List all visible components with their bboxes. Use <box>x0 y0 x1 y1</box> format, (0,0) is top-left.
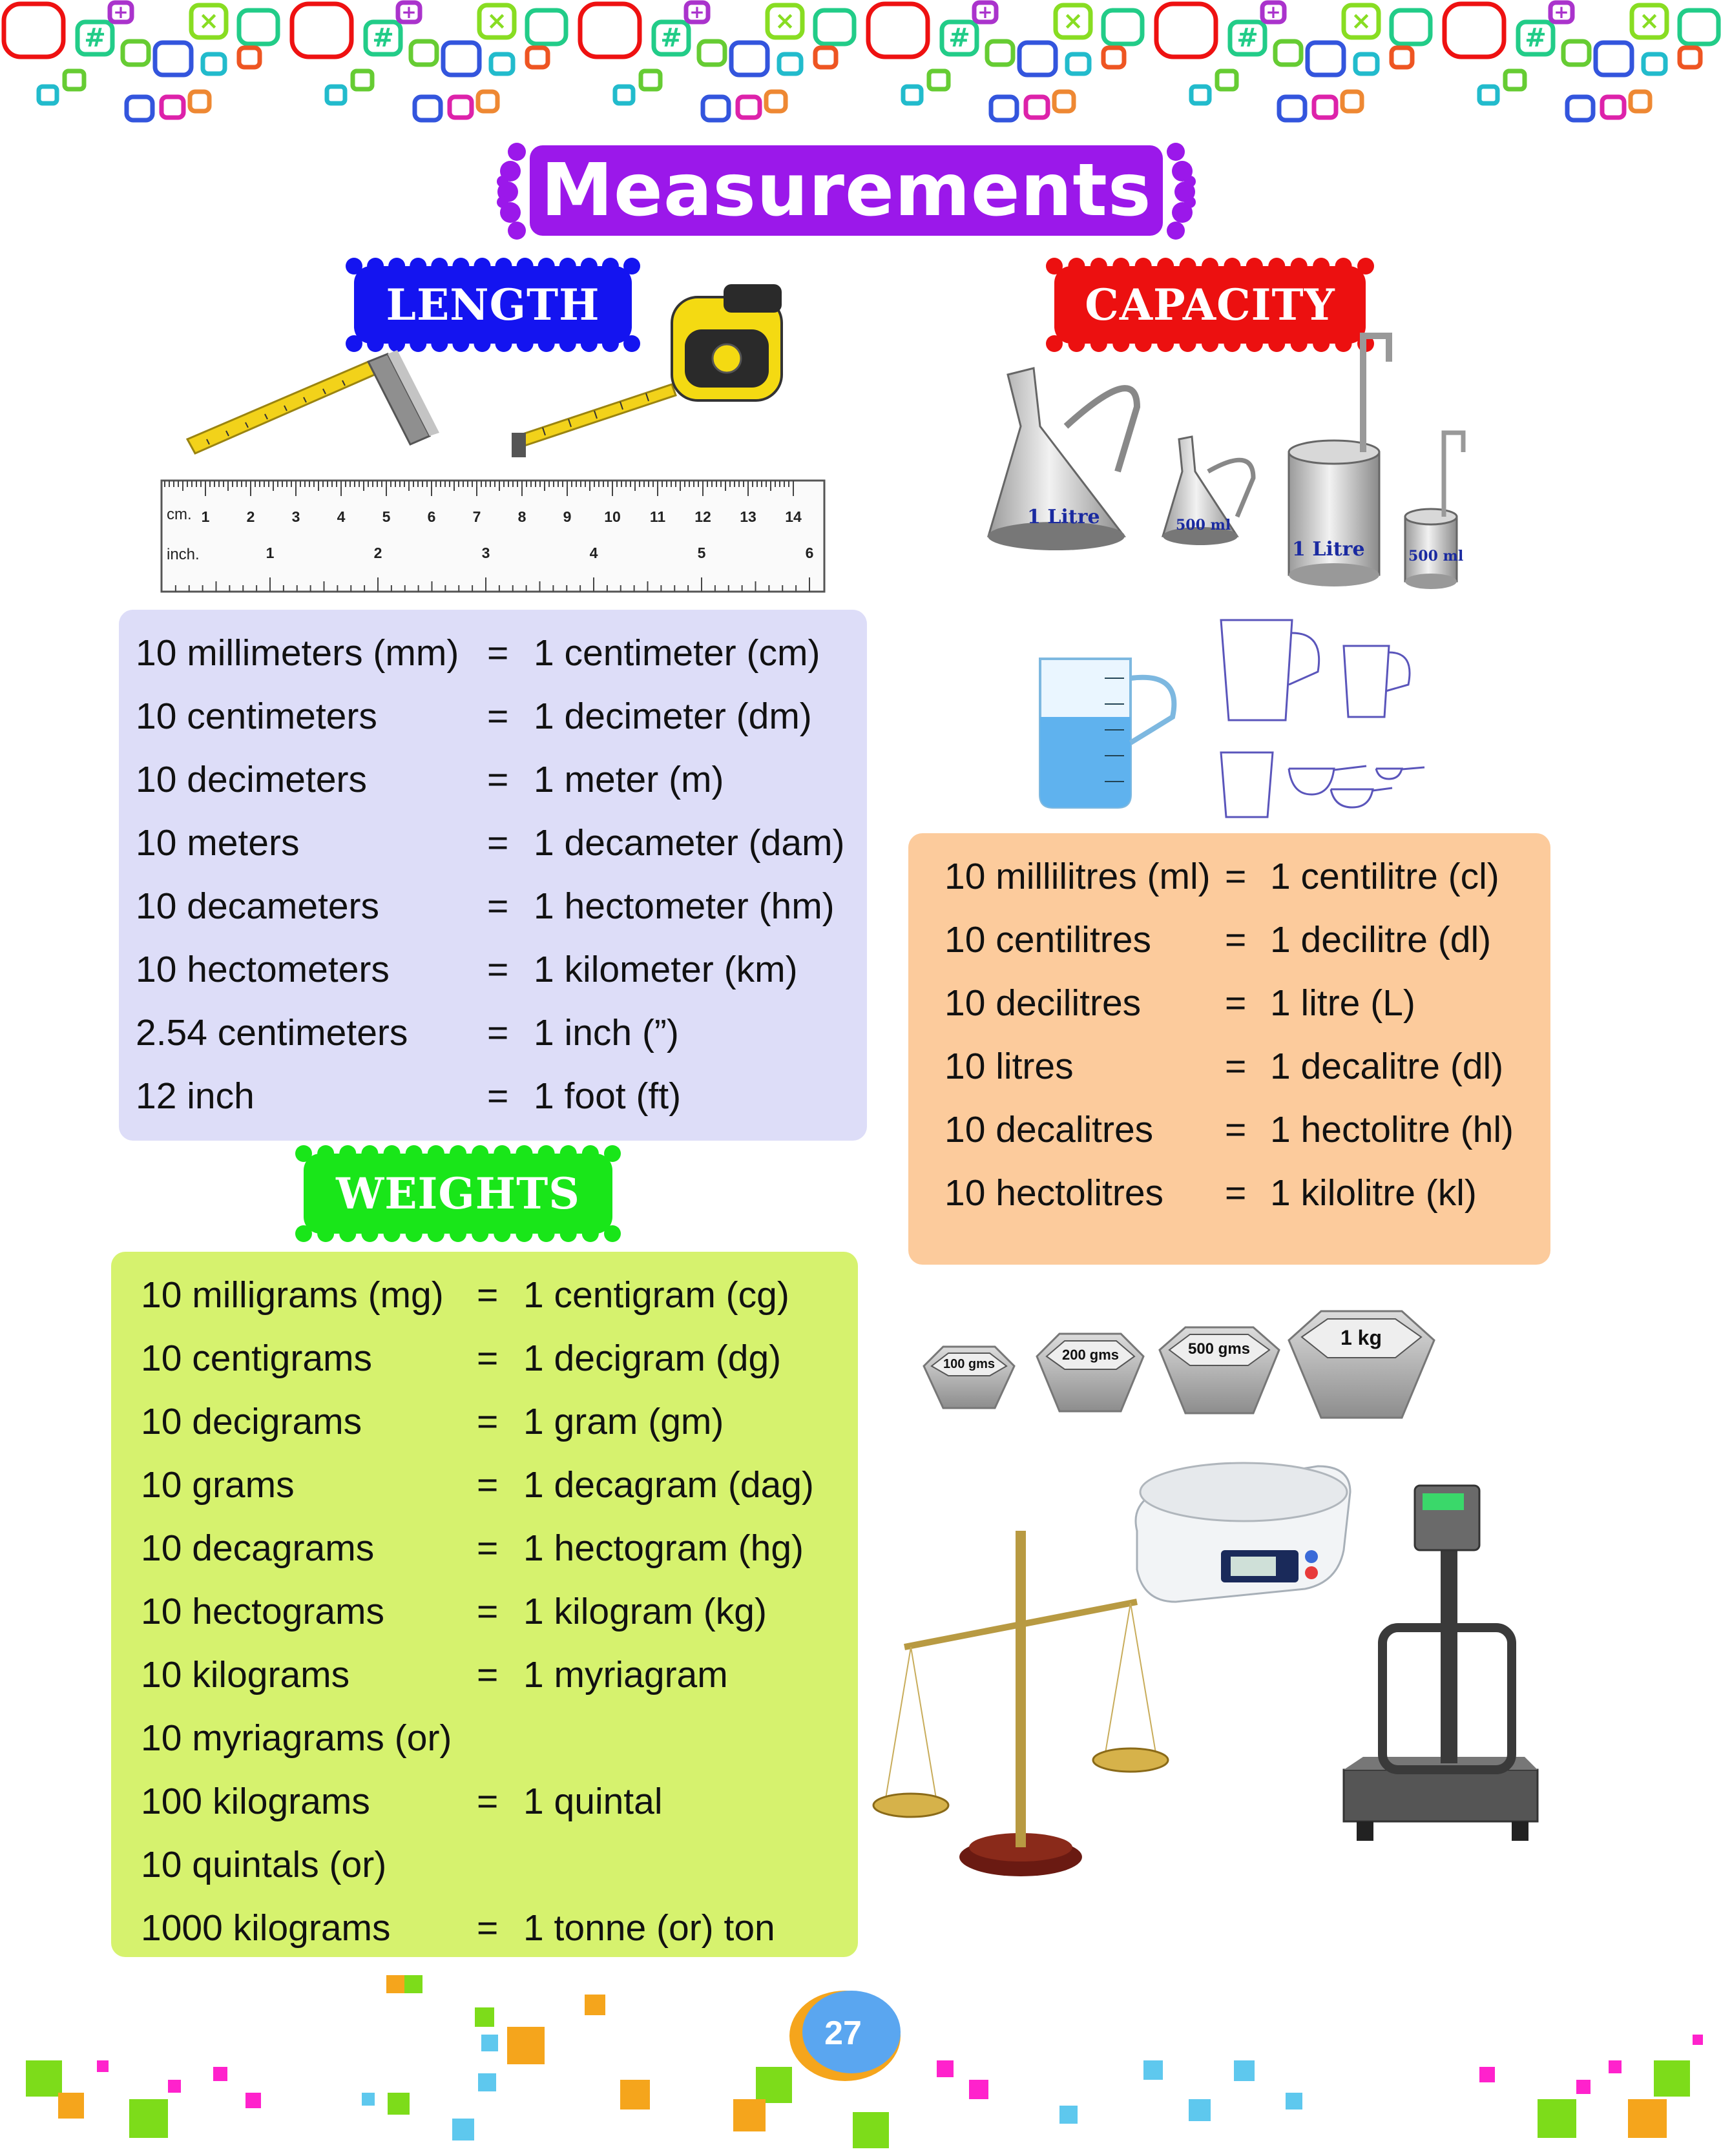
try-square-icon <box>187 350 439 453</box>
measuring-cup-medium-icon <box>1344 646 1410 717</box>
ruler-cm-number: 11 <box>649 508 666 525</box>
length-row <box>119 685 867 748</box>
length-row-equivalent: 1 hectometer (hm) <box>534 886 835 927</box>
weights-row-quantity: 10 quintals (or) <box>141 1844 387 1885</box>
length-row-quantity: 10 meters <box>136 822 300 864</box>
weight-label-100g: 100 gms <box>943 1357 996 1371</box>
weights-row-quantity: 10 myriagrams (or) <box>141 1717 452 1759</box>
length-row-equals: = <box>487 886 509 927</box>
measuring-cups-illustration <box>1027 614 1434 827</box>
ruler-cm-label: cm. <box>167 506 192 523</box>
length-table <box>119 610 867 1141</box>
container-label-2: 500 ml <box>1176 517 1231 534</box>
measuring-cup-small-icon <box>1221 752 1273 817</box>
weights-row-quantity: 100 kilograms <box>141 1781 370 1822</box>
length-row <box>119 1001 867 1064</box>
capacity-row <box>908 1098 1550 1161</box>
length-row <box>119 748 867 811</box>
length-row-equivalent: 1 decameter (dam) <box>534 822 845 864</box>
capacity-row <box>908 845 1550 908</box>
length-row <box>119 621 867 685</box>
weights-row-equivalent: 1 centigram (cg) <box>523 1274 789 1316</box>
weights-row <box>111 1580 858 1643</box>
weights-row-equals: = <box>477 1907 499 1949</box>
weights-row-equivalent: 1 myriagram <box>523 1654 728 1695</box>
capacity-row-equivalent: 1 centilitre (cl) <box>1270 856 1499 897</box>
length-row-equals: = <box>487 632 509 674</box>
measure-small-icon <box>1405 433 1463 589</box>
weights-row-quantity: 10 decigrams <box>141 1401 362 1442</box>
capacity-containers-illustration <box>982 323 1473 601</box>
ruler-inch-number: 4 <box>589 544 598 561</box>
weight-200g-icon <box>1037 1334 1143 1411</box>
weights-row-equals: = <box>477 1401 499 1442</box>
weights-heading-text: WEIGHTS <box>336 1168 580 1219</box>
weights-row-equivalent: 1 decigram (dg) <box>523 1338 782 1379</box>
weights-row <box>111 1643 858 1706</box>
weights-row-equals: = <box>477 1781 499 1822</box>
length-row-equals: = <box>487 822 509 864</box>
capacity-row-equals: = <box>1225 982 1247 1024</box>
weights-row-quantity: 10 hectograms <box>141 1591 385 1632</box>
length-row-quantity: 10 decimeters <box>136 759 368 800</box>
length-row-quantity: 10 decameters <box>136 886 380 927</box>
capacity-table <box>908 833 1550 1265</box>
page-number: 27 <box>824 2015 862 2052</box>
weights-row-equivalent: 1 tonne (or) ton <box>523 1907 775 1949</box>
capacity-row <box>908 1035 1550 1098</box>
length-row-quantity: 12 inch <box>136 1075 255 1117</box>
length-row-equals: = <box>487 1012 509 1053</box>
weights-row <box>111 1390 858 1453</box>
ruler-cm-number: 6 <box>427 508 436 525</box>
ruler-cm-number: 3 <box>291 508 300 525</box>
length-row-equals: = <box>487 696 509 737</box>
ruler-inch-label: inch. <box>167 546 200 563</box>
weights-row <box>111 1833 858 1896</box>
svg-text:+: + <box>113 1 129 23</box>
ruler-cm-number: 13 <box>740 508 756 525</box>
capacity-row-equivalent: 1 hectolitre (hl) <box>1270 1109 1514 1150</box>
weight-100g-icon <box>924 1347 1014 1408</box>
length-row-equals: = <box>487 759 509 800</box>
weights-row-equivalent: 1 hectogram (hg) <box>523 1528 804 1569</box>
weights-illustration <box>911 1298 1441 1427</box>
weights-row-quantity: 1000 kilograms <box>141 1907 391 1949</box>
ruler-cm-number: 10 <box>604 508 621 525</box>
length-row-equivalent: 1 centimeter (cm) <box>534 632 820 674</box>
capacity-row-equals: = <box>1225 1109 1247 1150</box>
ruler-cm-number: 7 <box>472 508 481 525</box>
weight-label-1kg: 1 kg <box>1340 1326 1382 1349</box>
measuring-cup-large-icon <box>1221 620 1319 720</box>
capacity-row-equivalent: 1 litre (L) <box>1270 982 1415 1024</box>
ruler-cm-number: 4 <box>337 508 346 525</box>
weights-row-equals: = <box>477 1338 499 1379</box>
weights-row-equivalent: 1 quintal <box>523 1781 663 1822</box>
ruler-cm-number: 14 <box>785 508 802 525</box>
svg-text:×: × <box>198 6 219 35</box>
length-row-equals: = <box>487 1075 509 1117</box>
weights-row <box>111 1770 858 1833</box>
capacity-row-equals: = <box>1225 1172 1247 1214</box>
weights-row-equals: = <box>477 1654 499 1695</box>
capacity-row-equivalent: 1 kilolitre (kl) <box>1270 1172 1477 1214</box>
weights-row-quantity: 10 decagrams <box>141 1528 375 1569</box>
capacity-row-quantity: 10 millilitres (ml) <box>944 856 1211 897</box>
weights-row <box>111 1263 858 1327</box>
length-tools-illustration <box>181 278 808 478</box>
length-heading-text: LENGTH <box>386 280 600 330</box>
capacity-heading-text: CAPACITY <box>1085 280 1335 330</box>
length-row <box>119 938 867 1001</box>
length-row-quantity: 2.54 centimeters <box>136 1012 408 1053</box>
weights-row-quantity: 10 grams <box>141 1464 295 1506</box>
weights-row <box>111 1896 858 1960</box>
length-row-equivalent: 1 inch (”) <box>534 1012 679 1053</box>
weights-row <box>111 1706 858 1770</box>
beaker-icon <box>1040 659 1174 807</box>
capacity-row-equivalent: 1 decalitre (dl) <box>1270 1046 1504 1087</box>
ruler-inch-number: 5 <box>697 544 706 561</box>
ruler-cm-number: 2 <box>246 508 255 525</box>
measuring-spoon-small-icon <box>1331 788 1392 807</box>
ruler-cm-number: 12 <box>694 508 711 525</box>
capacity-row <box>908 908 1550 971</box>
weights-row-equivalent: 1 decagram (dag) <box>523 1464 814 1506</box>
length-row-equals: = <box>487 949 509 990</box>
container-label-3: 1 Litre <box>1292 538 1365 561</box>
page-title: Measurements <box>530 145 1163 236</box>
ruler-cm-number: 1 <box>201 508 210 525</box>
capacity-row-equals: = <box>1225 919 1247 960</box>
container-label-4: 500 ml <box>1408 548 1464 565</box>
capacity-row-equals: = <box>1225 856 1247 897</box>
weights-row <box>111 1327 858 1390</box>
kitchen-scale-icon <box>1136 1463 1350 1602</box>
capacity-row-quantity: 10 litres <box>944 1046 1074 1087</box>
weights-row <box>111 1453 858 1517</box>
weights-row-quantity: 10 kilograms <box>141 1654 350 1695</box>
length-row-equivalent: 1 kilometer (km) <box>534 949 798 990</box>
capacity-row-quantity: 10 centilitres <box>944 919 1151 960</box>
capacity-row-equals: = <box>1225 1046 1247 1087</box>
length-row-equivalent: 1 decimeter (dm) <box>534 696 812 737</box>
ruler-inch-number: 3 <box>481 544 490 561</box>
measuring-spoon-tiny-icon <box>1376 767 1424 779</box>
length-row-quantity: 10 millimeters (mm) <box>136 632 459 674</box>
weights-row-equivalent: 1 kilogram (kg) <box>523 1591 767 1632</box>
ruler-inch-number: 1 <box>266 544 275 561</box>
weights-row-equals: = <box>477 1591 499 1632</box>
ruler-inch-number: 2 <box>373 544 382 561</box>
length-row <box>119 811 867 875</box>
ruler-cm-number: 5 <box>382 508 391 525</box>
capacity-row-quantity: 10 decilitres <box>944 982 1142 1024</box>
weights-row <box>111 1517 858 1580</box>
length-row-equivalent: 1 foot (ft) <box>534 1075 682 1117</box>
weights-row-quantity: 10 milligrams (mg) <box>141 1274 444 1316</box>
weights-row-quantity: 10 centigrams <box>141 1338 373 1379</box>
capacity-row-quantity: 10 decalitres <box>944 1109 1154 1150</box>
weight-label-200g: 200 gms <box>1061 1347 1120 1363</box>
weights-row-equivalent: 1 gram (gm) <box>523 1401 724 1442</box>
ruler-inch-number: 6 <box>805 544 814 561</box>
weights-row-equals: = <box>477 1464 499 1506</box>
weights-table <box>111 1252 858 1957</box>
length-row <box>119 1064 867 1128</box>
ruler-cm-number: 9 <box>563 508 572 525</box>
top-decorative-border <box>0 0 1721 142</box>
length-row-equivalent: 1 meter (m) <box>534 759 724 800</box>
weight-label-500g: 500 gms <box>1187 1340 1251 1358</box>
capacity-row-equivalent: 1 decilitre (dl) <box>1270 919 1492 960</box>
length-row <box>119 875 867 938</box>
scales-illustration <box>872 1453 1550 1892</box>
balance-scale-icon <box>873 1531 1168 1876</box>
svg-text:#: # <box>84 23 106 53</box>
ruler-illustration <box>160 479 826 593</box>
ruler-cm-number: 8 <box>517 508 527 525</box>
length-row-quantity: 10 centimeters <box>136 696 377 737</box>
weights-row-equals: = <box>477 1274 499 1316</box>
weights-row-equals: = <box>477 1528 499 1569</box>
platform-scale-icon <box>1344 1486 1538 1841</box>
title-banner <box>491 132 1202 249</box>
length-row-quantity: 10 hectometers <box>136 949 390 990</box>
container-label-1: 1 Litre <box>1027 506 1100 528</box>
tape-measure-icon <box>512 284 782 457</box>
capacity-row <box>908 1161 1550 1225</box>
weights-heading <box>304 1154 612 1234</box>
capacity-row-quantity: 10 hectolitres <box>944 1172 1164 1214</box>
capacity-row <box>908 971 1550 1035</box>
